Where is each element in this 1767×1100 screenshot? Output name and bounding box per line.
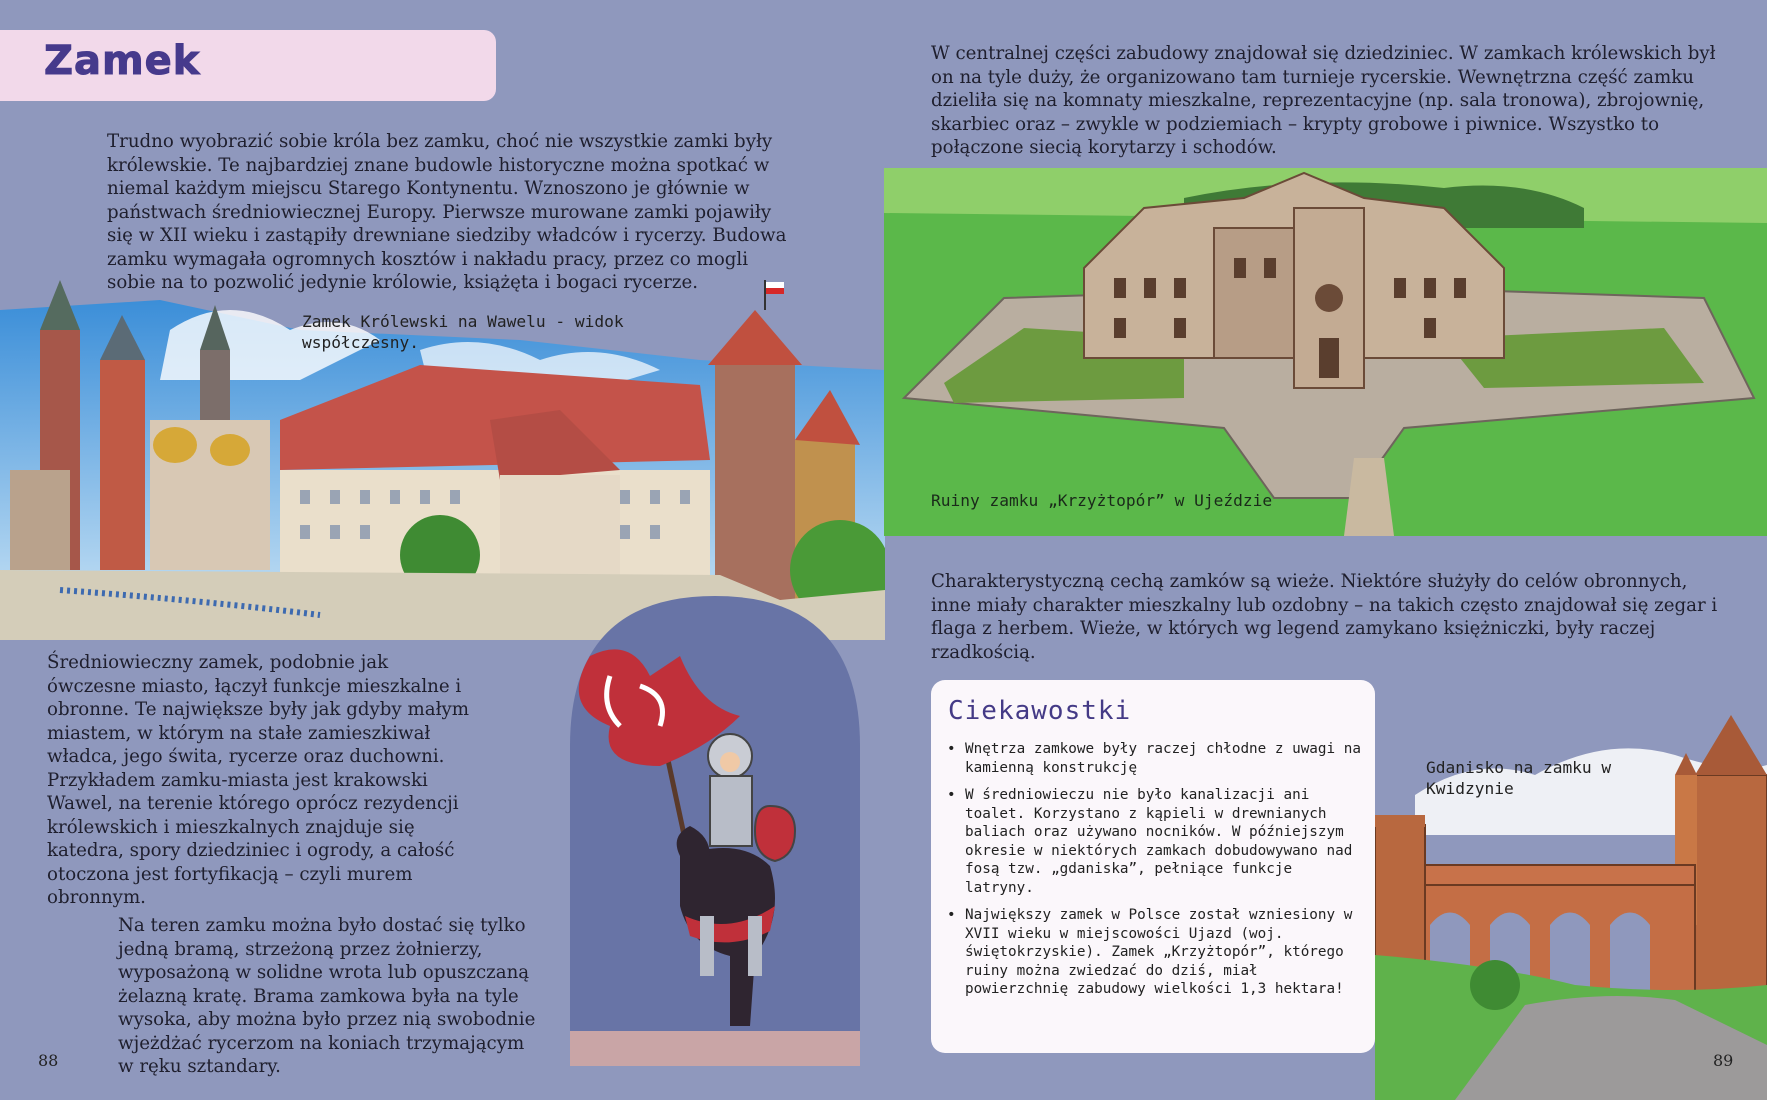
facts-card (931, 680, 1375, 1053)
page-number-right: 89 (1713, 1051, 1734, 1070)
page-number-left: 88 (38, 1051, 59, 1070)
gate-paragraph: Na teren zamku można było dostać się tylko jedną bramą, strzeżoną przez żołnierzy, wyposażoną w solidne wrota lub opuszczaną żelazną kratę. Brama zamkowa była na tyle wysoka, aby można było przez nią swobodnie wjeżdżać rycerzom na koniach trzymającym w ręku sztandary. (118, 915, 536, 1077)
towers-paragraph: Charakterystyczną cechą zamków są wieże. Niektóre służyły do celów obronnych, inne miały charakter mieszkalny lub ozdobny – na takich często znajdował się zegar i flaga z herbem. Wieże, w których wg legend zamykano księżniczki, były raczej rzadkością. (931, 571, 1718, 663)
krzyztopor-illustration (884, 168, 1767, 536)
facts-item: • Wnętrza zamkowe były raczej chłodne z uwagi na kamienną konstrukcję (947, 740, 1361, 777)
page-title: Zamek (44, 38, 201, 84)
intro-paragraph: Trudno wyobrazić sobie króla bez zamku, choć nie wszystkie zamki były królewskie. Te najbardziej znane budowle historyczne można spotkać w niemal każdym miejscu Starego Kontynentu. Wznoszono je głównie w państwach średniowiecznej Europy. Pierwsze murowane zamki pojawiły się w XII wieku i zastąpiły drewniane siedziby władców i rycerzy. Budowa zamku wymagała ogromnych kosztów i nakładu pracy, przez co mogli sobie na to pozwolić jedynie królowie, książęta i bogaci rycerze. (107, 131, 787, 293)
knight-illustration (570, 596, 860, 1066)
facts-list (947, 740, 1361, 1008)
facts-item: • W średniowieczu nie było kanalizacji ani toalet. Korzystano z kąpieli w drewnianych baliach oraz używano nocników. W późniejszym okresie w niektórych zamkach dobudowywano nad fosą tzw. „gdaniska”, pełniące funkcje latryny. (947, 786, 1361, 897)
facts-heading: Ciekawostki (948, 696, 1132, 726)
krzyztopor-caption: Ruiny zamku „Krzyżtopór” w Ujeździe (931, 491, 1273, 510)
courtyard-paragraph: W centralnej części zabudowy znajdował się dziedziniec. W zamkach królewskich był on na tyle duży, że organizowano tam turnieje rycerskie. Wewnętrzna część zamku dzieliła się na komnaty mieszkalne, reprezentacyjne (np. sala tronowa), zbrojownię, skarbiec oraz – zwykle w podziemiach – krypty grobowe i piwnice. Wszystko to połączone siecią korytarzy i schodów. (931, 43, 1716, 158)
wawel-caption: Zamek Królewski na Wawelu - widok współczesny. (302, 312, 624, 352)
medieval-paragraph: Średniowieczny zamek, podobnie jak ówczesne miasto, łączył funkcje mieszkalne i obronne. Te największe były jak gdyby małym miastem, w którym na stałe zamieszkiwał władca, jego świta, rycerze oraz duchowni. Przykładem zamku-miasta jest krakowski Wawel, na terenie którego oprócz rezydencji królewskich i mieszkalnych znajduje się katedra, spory dziedziniec i ogrody, a całość otoczona jest fortyfikacją – czyli murem obronnym. (47, 652, 469, 908)
facts-item: • Największy zamek w Polsce został wzniesiony w XVII wieku w miejscowości Ujazd (woj. świętokrzyskie). Zamek „Krzyżtopór”, którego ruiny można zwiedzać do dziś, miał powierzchnię zabudowy wielkości 1,3 hektara! (947, 906, 1361, 999)
kwidzyn-caption: Gdanisko na zamku w Kwidzynie (1426, 758, 1612, 798)
